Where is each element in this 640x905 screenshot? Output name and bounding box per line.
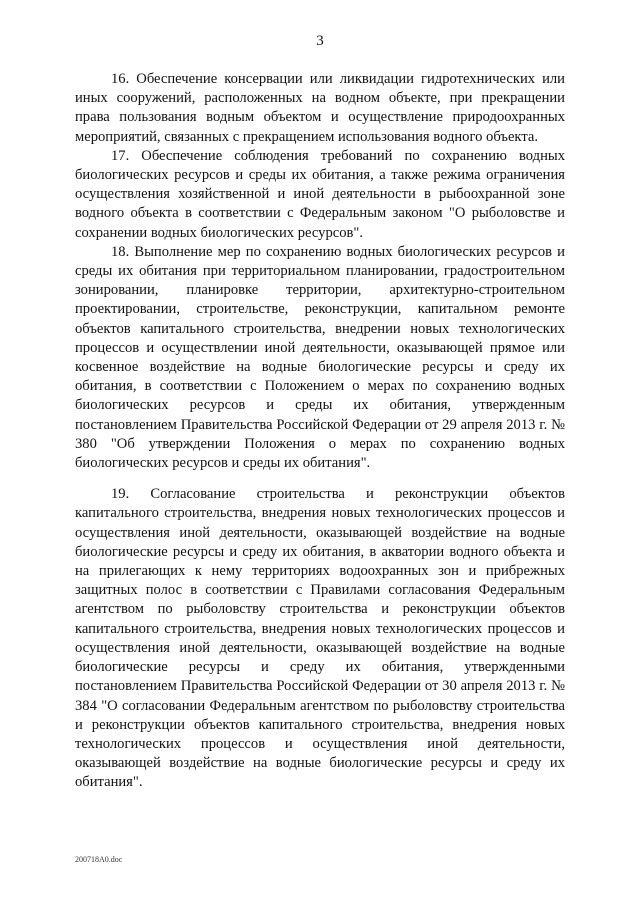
- paragraph-19: 19. Согласование строительства и реконструкции объектов капитального строительства, внедрения новых технологических процессов и осуществления иной деятельности, оказывающей воздействие на водные биологические ресурсы и среду их обитания, в акватории водного объекта и на прилегающих к нему территориях водоохранных зон и прибрежных защитных полос в соответствии с Правилами согласования Федеральным агентством по рыболовству строительства и реконструкции объектов капитального строительства, внедрения новых технологических процессов и осуществления иной деятельности, оказывающей воздействие на водные биологические ресурсы и среду их обитания, утвержденными постановлением Правительства Российской Федерации от 30 апреля 2013 г. № 384 "О согласовании Федеральным агентством по рыболовству строительства и реконструкции объектов капитального строительства, внедрения новых технологических процессов и осуществления иной деятельности, оказывающей воздействие на водные биологические ресурсы и среду их обитания".: [75, 486, 565, 791]
- paragraph-17: 17. Обеспечение соблюдения требований по сохранению водных биологических ресурсов и среды их обитания, а также режима ограничения осуществления хозяйственной и иной деятельности в рыбоохранной зоне водного объекта в соответствии с Федеральным законом "О рыболовстве и сохранении водных биологических ресурсов".: [75, 147, 565, 241]
- paragraph-16: 16. Обеспечение консервации или ликвидации гидротехнических или иных сооружений, расположенных на водном объекте, при прекращении права пользования водным объектом и осуществление природоохранных мероприятий, связанных с прекращением использования водного объекта.: [75, 71, 565, 145]
- document-body: [75, 70, 565, 793]
- document-footer-code: 200718A0.doc: [75, 855, 123, 864]
- page-number: 3: [316, 33, 324, 49]
- paragraph-18: 18. Выполнение мер по сохранению водных биологических ресурсов и среды их обитания при территориальном планировании, градостроительном зонировании, планировке территории, архитектурно-строительном проектировании, строительстве, реконструкции, капитальном ремонте объектов капитального строительства, внедрении новых технологических процессов и осуществлении иной деятельности, оказывающей прямое или косвенное воздействие на водные биологические ресурсы и среду их обитания, в соответствии с Положением о мерах по сохранению водных биологических ресурсов и среды их обитания, утвержденным постановлением Правительства Российской Федерации от 29 апреля 2013 г. № 380 "Об утверждении Положения о мерах по сохранению водных биологических ресурсов и среды их обитания".: [75, 243, 565, 472]
